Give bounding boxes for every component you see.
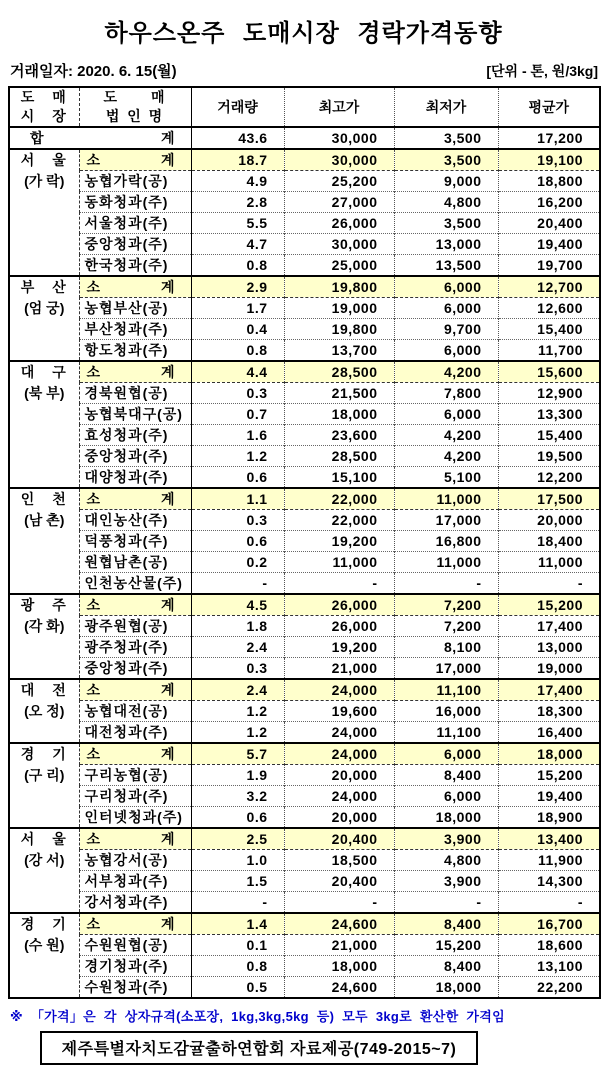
subtotal-row: [9, 743, 600, 765]
low-cell: 16,000: [394, 701, 498, 722]
corp-row: [9, 658, 600, 680]
volume-cell: 0.8: [191, 956, 284, 977]
avg-cell: 16,700: [498, 913, 600, 935]
low-cell: 3,900: [394, 871, 498, 892]
avg-cell: 20,400: [498, 213, 600, 234]
corp-name-cell: 대전청과(주): [79, 722, 191, 744]
header-avg: 평균가: [498, 87, 600, 127]
volume-cell: 1.5: [191, 871, 284, 892]
header-corp: 도 매 법 인 명: [79, 87, 191, 127]
corp-row: [9, 552, 600, 573]
volume-cell: 0.6: [191, 807, 284, 829]
corp-name-cell: 광주원협(공): [79, 616, 191, 637]
low-cell: 6,000: [394, 276, 498, 298]
high-cell: 19,800: [284, 276, 394, 298]
corp-row: [9, 425, 600, 446]
subtotal-row: [9, 594, 600, 616]
avg-cell: 19,400: [498, 786, 600, 807]
meta-row: [0, 48, 607, 86]
volume-cell: 0.3: [191, 658, 284, 680]
volume-cell: 0.2: [191, 552, 284, 573]
low-cell: 7,200: [394, 616, 498, 637]
avg-cell: 17,200: [498, 127, 600, 149]
corp-row: [9, 807, 600, 829]
volume-cell: 0.3: [191, 383, 284, 404]
subtotal-label-cell: 소 계: [79, 594, 191, 616]
avg-cell: -: [498, 892, 600, 914]
high-cell: -: [284, 573, 394, 595]
avg-cell: 17,400: [498, 679, 600, 701]
avg-cell: 16,200: [498, 192, 600, 213]
volume-cell: 18.7: [191, 149, 284, 171]
subtotal-row: [9, 149, 600, 171]
market-cell: 인 천 (남 촌): [9, 488, 79, 594]
corp-row: [9, 383, 600, 404]
section-daejeon-ojeong: [9, 679, 600, 743]
low-cell: 7,800: [394, 383, 498, 404]
high-cell: 18,000: [284, 956, 394, 977]
avg-cell: 16,400: [498, 722, 600, 744]
market-cell: 경 기 (구 리): [9, 743, 79, 828]
high-cell: 24,000: [284, 743, 394, 765]
high-cell: 26,000: [284, 594, 394, 616]
corp-row: [9, 701, 600, 722]
section-gwangju-gakhwa: [9, 594, 600, 679]
high-cell: 24,000: [284, 679, 394, 701]
volume-cell: 0.5: [191, 977, 284, 999]
corp-name-cell: 경북원협(공): [79, 383, 191, 404]
high-cell: 30,000: [284, 127, 394, 149]
corp-row: [9, 467, 600, 489]
avg-cell: 11,900: [498, 850, 600, 871]
volume-cell: 4.9: [191, 171, 284, 192]
low-cell: 3,500: [394, 213, 498, 234]
high-cell: 13,700: [284, 340, 394, 362]
volume-cell: 4.4: [191, 361, 284, 383]
subtotal-label-cell: 소 계: [79, 828, 191, 850]
subtotal-label-cell: 소 계: [79, 679, 191, 701]
high-cell: 24,600: [284, 977, 394, 999]
corp-name-cell: 항도청과(주): [79, 340, 191, 362]
low-cell: 3,900: [394, 828, 498, 850]
header-low: 최저가: [394, 87, 498, 127]
volume-cell: 0.1: [191, 935, 284, 956]
corp-row: [9, 446, 600, 467]
subtotal-label-cell: 소 계: [79, 149, 191, 171]
low-cell: 6,000: [394, 786, 498, 807]
subtotal-row: [9, 913, 600, 935]
volume-cell: 1.2: [191, 701, 284, 722]
avg-cell: 17,500: [498, 488, 600, 510]
low-cell: 4,800: [394, 850, 498, 871]
low-cell: 13,000: [394, 234, 498, 255]
high-cell: 24,000: [284, 786, 394, 807]
high-cell: -: [284, 892, 394, 914]
volume-cell: 2.4: [191, 679, 284, 701]
avg-cell: 12,900: [498, 383, 600, 404]
volume-cell: 43.6: [191, 127, 284, 149]
corp-row: [9, 850, 600, 871]
low-cell: -: [394, 573, 498, 595]
corp-row: [9, 192, 600, 213]
corp-row: [9, 255, 600, 277]
avg-cell: 18,400: [498, 531, 600, 552]
header-volume: 거래량: [191, 87, 284, 127]
high-cell: 19,800: [284, 319, 394, 340]
corp-name-cell: 농협북대구(공): [79, 404, 191, 425]
avg-cell: -: [498, 573, 600, 595]
high-cell: 22,000: [284, 510, 394, 531]
corp-row: [9, 765, 600, 786]
market-cell: 서 울 (강 서): [9, 828, 79, 913]
corp-row: [9, 935, 600, 956]
corp-row: [9, 616, 600, 637]
low-cell: 18,000: [394, 807, 498, 829]
volume-cell: 0.8: [191, 255, 284, 277]
volume-cell: 0.6: [191, 467, 284, 489]
corp-name-cell: 경기청과(주): [79, 956, 191, 977]
avg-cell: 18,800: [498, 171, 600, 192]
high-cell: 24,000: [284, 722, 394, 744]
volume-cell: 1.8: [191, 616, 284, 637]
high-cell: 25,000: [284, 255, 394, 277]
corp-row: [9, 298, 600, 319]
page-title: 하우스온주 도매시장 경락가격동향: [104, 20, 503, 47]
price-conversion-footnote: ※ 「가격」은 각 상자규격(소포장, 1kg,3kg,5kg 등) 모두 3kg로 환산한 가격임: [10, 1009, 505, 1024]
low-cell: 9,000: [394, 171, 498, 192]
corp-name-cell: 인천농산물(주): [79, 573, 191, 595]
low-cell: 8,400: [394, 765, 498, 786]
low-cell: 8,400: [394, 913, 498, 935]
market-cell: 대 전 (오 정): [9, 679, 79, 743]
avg-cell: 20,000: [498, 510, 600, 531]
corp-row: [9, 340, 600, 362]
section-daegu-bukbu: [9, 361, 600, 488]
high-cell: 19,600: [284, 701, 394, 722]
corp-name-cell: 농협대전(공): [79, 701, 191, 722]
volume-cell: 4.7: [191, 234, 284, 255]
subtotal-row: [9, 828, 600, 850]
corp-name-cell: 수원청과(주): [79, 977, 191, 999]
low-cell: 8,400: [394, 956, 498, 977]
low-cell: 16,800: [394, 531, 498, 552]
avg-cell: 18,000: [498, 743, 600, 765]
market-cell: 경 기 (수 원): [9, 913, 79, 998]
corp-name-cell: 농협가락(공): [79, 171, 191, 192]
volume-cell: 2.4: [191, 637, 284, 658]
high-cell: 25,200: [284, 171, 394, 192]
high-cell: 26,000: [284, 213, 394, 234]
avg-cell: 19,500: [498, 446, 600, 467]
high-cell: 19,000: [284, 298, 394, 319]
volume-cell: 1.9: [191, 765, 284, 786]
low-cell: 17,000: [394, 658, 498, 680]
section-seoul-gangseo: [9, 828, 600, 913]
high-cell: 20,000: [284, 807, 394, 829]
high-cell: 24,600: [284, 913, 394, 935]
high-cell: 19,200: [284, 531, 394, 552]
volume-cell: 3.2: [191, 786, 284, 807]
low-cell: 4,200: [394, 361, 498, 383]
corp-name-cell: 인터넷청과(주): [79, 807, 191, 829]
volume-cell: -: [191, 573, 284, 595]
avg-cell: 19,000: [498, 658, 600, 680]
total-label-cell: 합 계: [9, 127, 191, 149]
avg-cell: 18,900: [498, 807, 600, 829]
corp-name-cell: 동화청과(주): [79, 192, 191, 213]
high-cell: 18,000: [284, 404, 394, 425]
corp-row: [9, 510, 600, 531]
avg-cell: 15,400: [498, 425, 600, 446]
subtotal-label-cell: 소 계: [79, 913, 191, 935]
low-cell: 11,100: [394, 679, 498, 701]
high-cell: 20,000: [284, 765, 394, 786]
table-header: [9, 87, 600, 127]
subtotal-row: [9, 361, 600, 383]
high-cell: 22,000: [284, 488, 394, 510]
corp-name-cell: 부산청과(주): [79, 319, 191, 340]
high-cell: 11,000: [284, 552, 394, 573]
corp-row: [9, 722, 600, 744]
low-cell: 6,000: [394, 404, 498, 425]
volume-cell: 2.5: [191, 828, 284, 850]
high-cell: 21,000: [284, 658, 394, 680]
high-cell: 19,200: [284, 637, 394, 658]
corp-row: [9, 531, 600, 552]
avg-cell: 19,100: [498, 149, 600, 171]
volume-cell: -: [191, 892, 284, 914]
volume-cell: 5.7: [191, 743, 284, 765]
low-cell: 8,100: [394, 637, 498, 658]
corp-row: [9, 637, 600, 658]
corp-name-cell: 중앙청과(주): [79, 446, 191, 467]
high-cell: 27,000: [284, 192, 394, 213]
market-cell: 대 구 (북 부): [9, 361, 79, 488]
section-busan-eomgung: [9, 276, 600, 361]
volume-cell: 0.3: [191, 510, 284, 531]
section-gyeonggi-suwon: [9, 913, 600, 998]
volume-cell: 1.1: [191, 488, 284, 510]
avg-cell: 15,600: [498, 361, 600, 383]
high-cell: 30,000: [284, 149, 394, 171]
high-cell: 15,100: [284, 467, 394, 489]
avg-cell: 19,400: [498, 234, 600, 255]
corp-name-cell: 수원원협(공): [79, 935, 191, 956]
corp-name-cell: 한국청과(주): [79, 255, 191, 277]
corp-name-cell: 구리청과(주): [79, 786, 191, 807]
avg-cell: 13,100: [498, 956, 600, 977]
corp-row: [9, 171, 600, 192]
market-cell: 광 주 (각 화): [9, 594, 79, 679]
volume-cell: 1.2: [191, 722, 284, 744]
volume-cell: 0.8: [191, 340, 284, 362]
market-cell: 서 울 (가 락): [9, 149, 79, 276]
section-seoul-garak: [9, 149, 600, 276]
source-box: [40, 1031, 478, 1065]
low-cell: 18,000: [394, 977, 498, 999]
market-cell: 부 산 (엄 궁): [9, 276, 79, 361]
avg-cell: 14,300: [498, 871, 600, 892]
low-cell: 9,700: [394, 319, 498, 340]
source-text: 제주특별자치도감귤출하연합회 자료제공(749-2015~7): [61, 1041, 457, 1058]
avg-cell: 11,000: [498, 552, 600, 573]
corp-name-cell: 덕풍청과(주): [79, 531, 191, 552]
low-cell: 15,200: [394, 935, 498, 956]
corp-row: [9, 977, 600, 999]
high-cell: 21,500: [284, 383, 394, 404]
avg-cell: 13,300: [498, 404, 600, 425]
avg-cell: 17,400: [498, 616, 600, 637]
corp-name-cell: 서부청과(주): [79, 871, 191, 892]
subtotal-label-cell: 소 계: [79, 276, 191, 298]
subtotal-row: [9, 276, 600, 298]
corp-name-cell: 서울청과(주): [79, 213, 191, 234]
volume-cell: 0.6: [191, 531, 284, 552]
volume-cell: 1.6: [191, 425, 284, 446]
corp-name-cell: 중앙청과(주): [79, 234, 191, 255]
header-market: 도 매 시 장: [9, 87, 79, 127]
avg-cell: 15,200: [498, 594, 600, 616]
corp-row: [9, 404, 600, 425]
avg-cell: 19,700: [498, 255, 600, 277]
low-cell: 3,500: [394, 127, 498, 149]
volume-cell: 0.7: [191, 404, 284, 425]
volume-cell: 4.5: [191, 594, 284, 616]
low-cell: 4,200: [394, 425, 498, 446]
corp-name-cell: 원협남촌(공): [79, 552, 191, 573]
subtotal-label-cell: 소 계: [79, 743, 191, 765]
subtotal-row: [9, 488, 600, 510]
low-cell: 11,100: [394, 722, 498, 744]
corp-name-cell: 농협부산(공): [79, 298, 191, 319]
avg-cell: 13,400: [498, 828, 600, 850]
corp-name-cell: 농협강서(공): [79, 850, 191, 871]
total-section: [9, 127, 600, 149]
corp-name-cell: 중앙청과(주): [79, 658, 191, 680]
corp-row: [9, 573, 600, 595]
corp-row: [9, 319, 600, 340]
volume-cell: 2.8: [191, 192, 284, 213]
high-cell: 30,000: [284, 234, 394, 255]
avg-cell: 11,700: [498, 340, 600, 362]
corp-row: [9, 956, 600, 977]
low-cell: 11,000: [394, 488, 498, 510]
high-cell: 28,500: [284, 446, 394, 467]
subtotal-label-cell: 소 계: [79, 488, 191, 510]
subtotal-label-cell: 소 계: [79, 361, 191, 383]
total-row: [9, 127, 600, 149]
volume-cell: 1.2: [191, 446, 284, 467]
subtotal-row: [9, 679, 600, 701]
section-incheon-namchon: [9, 488, 600, 594]
avg-cell: 22,200: [498, 977, 600, 999]
avg-cell: 18,600: [498, 935, 600, 956]
high-cell: 18,500: [284, 850, 394, 871]
low-cell: 6,000: [394, 298, 498, 319]
volume-cell: 1.4: [191, 913, 284, 935]
low-cell: 6,000: [394, 340, 498, 362]
avg-cell: 12,700: [498, 276, 600, 298]
trade-date-label: 거래일자: 2020. 6. 15(월): [10, 63, 177, 80]
volume-cell: 2.9: [191, 276, 284, 298]
corp-name-cell: 강서청과(주): [79, 892, 191, 914]
corp-row: [9, 892, 600, 914]
avg-cell: 12,600: [498, 298, 600, 319]
low-cell: 6,000: [394, 743, 498, 765]
volume-cell: 1.7: [191, 298, 284, 319]
low-cell: 7,200: [394, 594, 498, 616]
price-table: [8, 86, 601, 999]
high-cell: 23,600: [284, 425, 394, 446]
avg-cell: 12,200: [498, 467, 600, 489]
low-cell: 5,100: [394, 467, 498, 489]
corp-name-cell: 광주청과(주): [79, 637, 191, 658]
high-cell: 28,500: [284, 361, 394, 383]
corp-name-cell: 대인농산(주): [79, 510, 191, 531]
volume-cell: 5.5: [191, 213, 284, 234]
corp-name-cell: 대양청과(주): [79, 467, 191, 489]
avg-cell: 15,200: [498, 765, 600, 786]
header-high: 최고가: [284, 87, 394, 127]
corp-name-cell: 효성청과(주): [79, 425, 191, 446]
volume-cell: 1.0: [191, 850, 284, 871]
avg-cell: 13,000: [498, 637, 600, 658]
low-cell: 11,000: [394, 552, 498, 573]
high-cell: 20,400: [284, 871, 394, 892]
corp-row: [9, 871, 600, 892]
avg-cell: 18,300: [498, 701, 600, 722]
corp-name-cell: 구리농협(공): [79, 765, 191, 786]
section-gyeonggi-guri: [9, 743, 600, 828]
low-cell: 3,500: [394, 149, 498, 171]
corp-row: [9, 213, 600, 234]
high-cell: 20,400: [284, 828, 394, 850]
unit-label: [단위 - 톤, 원/3kg]: [486, 63, 598, 79]
volume-cell: 0.4: [191, 319, 284, 340]
avg-cell: 15,400: [498, 319, 600, 340]
high-cell: 26,000: [284, 616, 394, 637]
corp-row: [9, 234, 600, 255]
high-cell: 21,000: [284, 935, 394, 956]
low-cell: 17,000: [394, 510, 498, 531]
low-cell: 13,500: [394, 255, 498, 277]
low-cell: 4,800: [394, 192, 498, 213]
low-cell: -: [394, 892, 498, 914]
corp-row: [9, 786, 600, 807]
low-cell: 4,200: [394, 446, 498, 467]
